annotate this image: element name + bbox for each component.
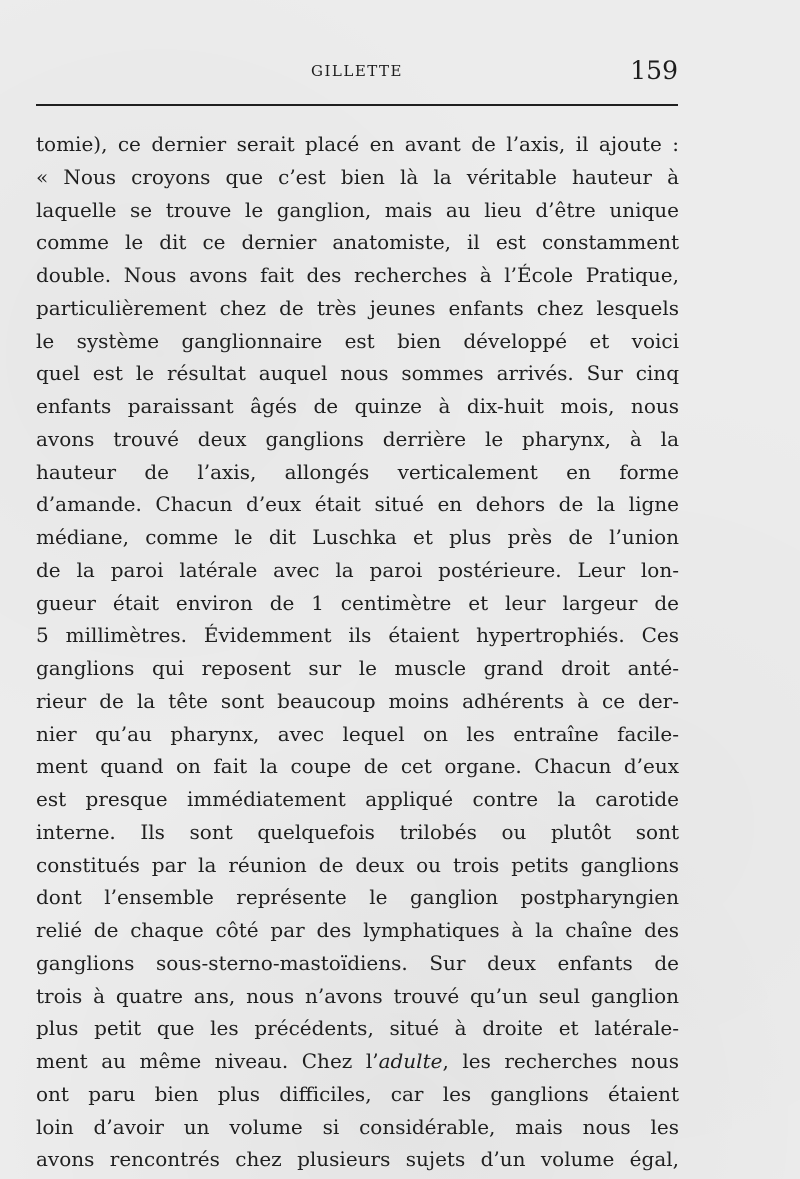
text-line-10: avons trouvé deux ganglions derrière le pharynx, à la [36, 426, 679, 451]
text-line-28: plus petit que les précédents, situé à droite et latérale- [36, 1016, 679, 1041]
text-line-22: interne. Ils sont quelquefois trilobés ou plutôt sont [36, 819, 679, 844]
text-line-21: est presque immédiatement appliqué contre la carotide [36, 787, 679, 811]
text-line-15: gueur était environ de 1 centimètre et leur largeur de [36, 590, 679, 615]
text-line-18: rieur de la tête sont beaucoup moins adhérents à ce der- [36, 688, 679, 713]
text-line-19: nier qu’au pharynx, avec lequel on les entraîne facile- [36, 721, 679, 746]
text-line-32: avons rencontrés chez plusieurs sujets d’un volume égal, [36, 1147, 679, 1172]
body-text [36, 128, 679, 1176]
text-line-02: « Nous croyons que c’est bien là la véritable hauteur à [36, 164, 679, 189]
running-head [36, 56, 678, 92]
text-line-05: double. Nous avons fait des recherches à l’École Pratique, [36, 263, 679, 287]
text-line-12: d’amande. Chacun d’eux était situé en dehors de la ligne [36, 492, 679, 517]
text-line-14: de la paroi latérale avec la paroi postérieure. Leur lon- [36, 557, 679, 582]
text-line-06: particulièrement chez de très jeunes enfants chez lesquels [36, 295, 679, 320]
text-line-09: enfants paraissant âgés de quinze à dix-huit mois, nous [36, 394, 679, 418]
text-line-08: quel est le résultat auquel nous sommes arrivés. Sur cinq [36, 361, 679, 386]
text-line-11: hauteur de l’axis, allongés verticalement en forme [36, 459, 679, 484]
text-line-20: ment quand on fait la coupe de cet organe. Chacun d’eux [36, 754, 679, 779]
text-line-17: ganglions qui reposent sur le muscle grand droit anté- [36, 656, 679, 680]
text-line-04: comme le dit ce dernier anatomiste, il est constamment [36, 230, 679, 255]
text-line-01: tomie), ce dernier serait placé en avant de l’axis, il ajoute : [36, 132, 679, 156]
text-line-29-part-2: , les recherches nous [442, 1049, 679, 1073]
text-line-25: relié de chaque côté par des lymphatiques à la chaîne des [36, 918, 679, 942]
text-line-24: dont l’ensemble représente le ganglion postpharyngien [36, 885, 679, 910]
page-number: 159 [630, 56, 678, 85]
text-line-31: loin d’avoir un volume si considérable, mais nous les [36, 1114, 679, 1139]
italic-adulte: adulte [378, 1049, 443, 1073]
text-line-30: ont paru bien plus difficiles, car les ganglions étaient [36, 1081, 679, 1106]
text-line-29-part-1: ment au même niveau. Chez l’ [36, 1049, 379, 1073]
text-line-29 [36, 1045, 679, 1078]
text-line-07: le système ganglionnaire est bien développé et voici [36, 328, 679, 353]
text-line-16: 5 millimètres. Évidemment ils étaient hypertrophiés. Ces [36, 623, 679, 648]
text-line-27: trois à quatre ans, nous n’avons trouvé qu’un seul ganglion [36, 983, 679, 1008]
running-title: GILLETTE [310, 62, 404, 80]
header-rule [36, 104, 678, 106]
text-line-26: ganglions sous-sterno-mastoïdiens. Sur deux enfants de [36, 950, 679, 975]
text-line-03: laquelle se trouve le ganglion, mais au lieu d’être unique [36, 197, 679, 222]
text-line-23: constitués par la réunion de deux ou trois petits ganglions [36, 852, 679, 877]
text-line-13: médiane, comme le dit Luschka et plus près de l’union [36, 525, 679, 549]
